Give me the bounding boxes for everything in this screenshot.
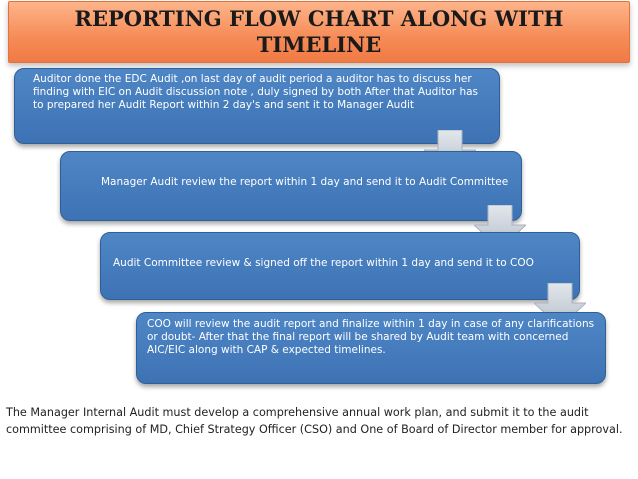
flow-step-3-text: Audit Committee review & signed off the report within 1 day and send it to COO — [113, 257, 534, 269]
page-title: REPORTING FLOW CHART ALONG WITH TIMELINE — [74, 6, 564, 57]
title-banner — [8, 1, 630, 63]
flow-step-4 — [136, 312, 606, 384]
flow-step-1-text: Auditor done the EDC Audit ,on last day of audit period a auditor has to discuss her finding with EIC on Audit discussion note , duly signed by both After that Auditor has to prepared her Audit Report within 2 day's and sent it to Manager Audit — [33, 73, 478, 111]
flow-step-4-text: COO will review the audit report and finalize within 1 day in case of any clarifications or doubt- After that the final report will be shared by Audit team with concerned AIC/EIC along with CAP & expected timelines. — [147, 318, 595, 356]
flow-step-2-text: Manager Audit review the report within 1 day and send it to Audit Committee — [101, 176, 509, 188]
flow-step-3 — [100, 232, 580, 300]
footer-note: The Manager Internal Audit must develop a comprehensive annual work plan, and submit it to the audit committee comprising of MD, Chief Strategy Officer (CSO) and One of Board of Director member for approval. — [6, 406, 623, 436]
flow-step-2 — [60, 151, 522, 221]
